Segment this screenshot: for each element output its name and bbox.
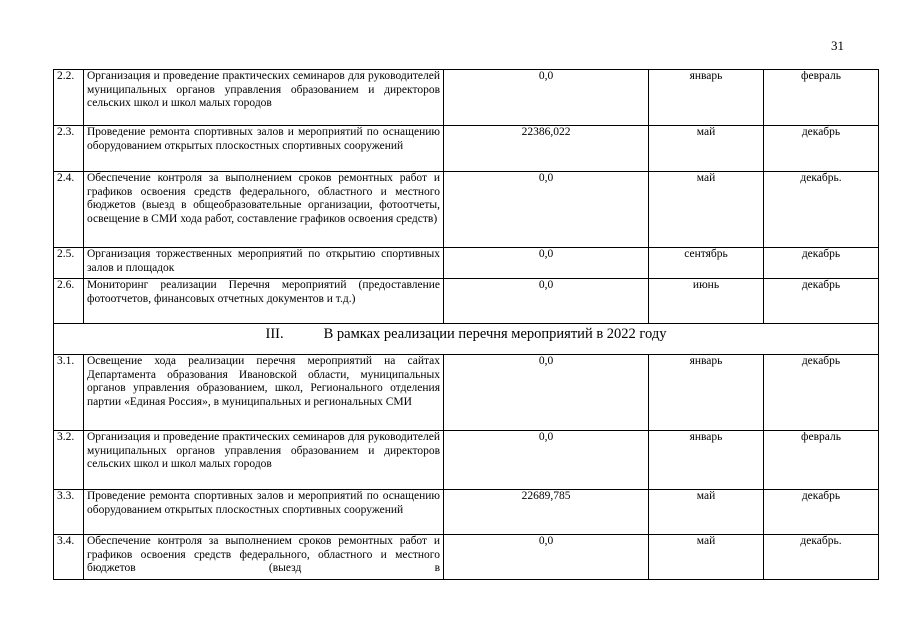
table-row [54, 355, 879, 431]
event-name: Мониторинг реализации Перечня мероприятий (предоставление фотоотчетов, финансовых отчетных документов и т.д.) [84, 279, 444, 324]
start-month: январь [649, 355, 764, 431]
section-title: В рамках реализации перечня мероприятий в 2022 году [323, 326, 667, 342]
table-row [54, 279, 879, 324]
end-month: февраль [764, 431, 879, 490]
page-number: 31 [831, 38, 844, 53]
row-number: 2.2. [54, 70, 84, 126]
funding-amount: 0,0 [444, 279, 649, 324]
start-month: май [649, 490, 764, 535]
funding-amount: 0,0 [444, 431, 649, 490]
event-name: Проведение ремонта спортивных залов и мероприятий по оснащению оборудованием открытых плоскостных спортивных сооружений [84, 126, 444, 172]
row-number: 2.4. [54, 172, 84, 248]
events-table [53, 69, 879, 580]
row-number: 2.5. [54, 248, 84, 279]
start-month: сентябрь [649, 248, 764, 279]
section-header [54, 324, 879, 355]
funding-amount: 22386,022 [444, 126, 649, 172]
section-header-row [54, 324, 879, 355]
end-month: декабрь [764, 279, 879, 324]
end-month: декабрь [764, 490, 879, 535]
table-row [54, 535, 879, 580]
event-name: Освещение хода реализации перечня мероприятий на сайтах Департамента образования Ивановской области, муниципальных органов управления образованием, школ, Регионального отделения партии «Единая Россия», в муниципальных и региональных СМИ [84, 355, 444, 431]
event-name: Организация торжественных мероприятий по открытию спортивных залов и площадок [84, 248, 444, 279]
row-number: 3.4. [54, 535, 84, 580]
start-month: январь [649, 431, 764, 490]
start-month: май [649, 535, 764, 580]
event-name: Организация и проведение практических семинаров для руководителей муниципальных органов управления образованием и директоров сельских школ и школ малых городов [84, 431, 444, 490]
row-number: 3.2. [54, 431, 84, 490]
funding-amount: 0,0 [444, 172, 649, 248]
table-row [54, 248, 879, 279]
event-name: Обеспечение контроля за выполнением сроков ремонтных работ и графиков освоения средств федерального, областного и местного бюджетов (выезд в [84, 535, 444, 580]
funding-amount: 0,0 [444, 355, 649, 431]
row-number: 3.3. [54, 490, 84, 535]
row-number: 3.1. [54, 355, 84, 431]
table-row [54, 70, 879, 126]
funding-amount: 0,0 [444, 535, 649, 580]
event-name: Проведение ремонта спортивных залов и мероприятий по оснащению оборудованием открытых плоскостных спортивных сооружений [84, 490, 444, 535]
section-number: III. [265, 326, 284, 342]
funding-amount: 0,0 [444, 70, 649, 126]
row-number: 2.6. [54, 279, 84, 324]
table-row [54, 172, 879, 248]
event-name: Обеспечение контроля за выполнением сроков ремонтных работ и графиков освоения средств федерального, областного и местного бюджетов (выезд в общеобразовательные организации, фотоотчеты, освещение в СМИ хода работ, составление графиков освоения средств) [84, 172, 444, 248]
table-row [54, 490, 879, 535]
start-month: январь [649, 70, 764, 126]
start-month: май [649, 172, 764, 248]
end-month: декабрь. [764, 172, 879, 248]
end-month: декабрь. [764, 535, 879, 580]
start-month: май [649, 126, 764, 172]
table-row [54, 126, 879, 172]
end-month: декабрь [764, 248, 879, 279]
end-month: февраль [764, 70, 879, 126]
start-month: июнь [649, 279, 764, 324]
table-row [54, 431, 879, 490]
row-number: 2.3. [54, 126, 84, 172]
event-name: Организация и проведение практических семинаров для руководителей муниципальных органов управления образованием и директоров сельских школ и школ малых городов [84, 70, 444, 126]
funding-amount: 0,0 [444, 248, 649, 279]
end-month: декабрь [764, 355, 879, 431]
funding-amount: 22689,785 [444, 490, 649, 535]
end-month: декабрь [764, 126, 879, 172]
